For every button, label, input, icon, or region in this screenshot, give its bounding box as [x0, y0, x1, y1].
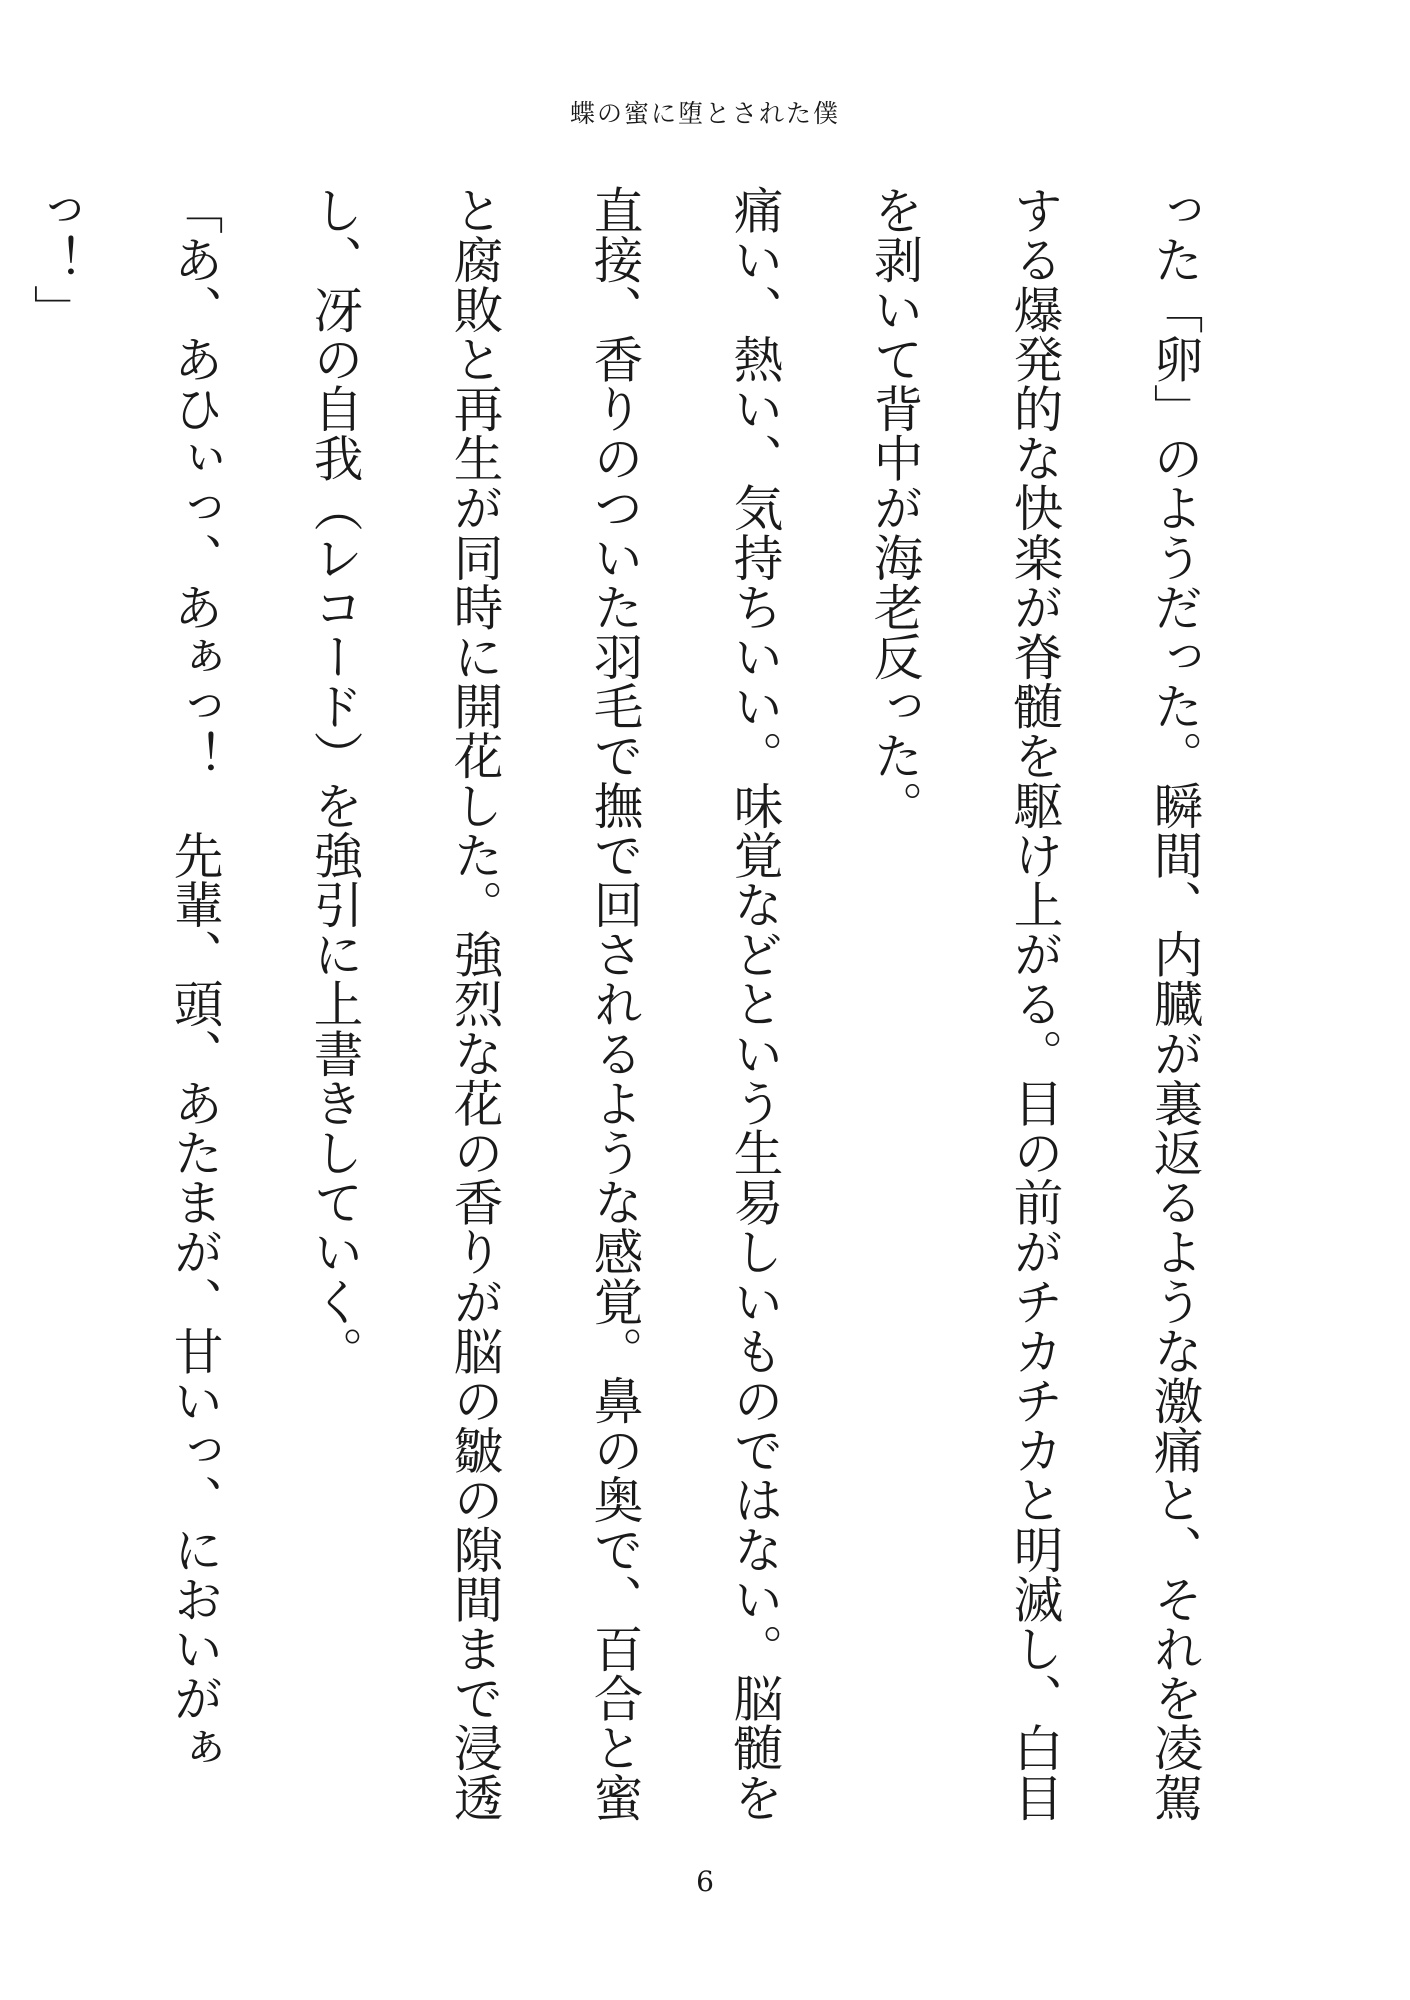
vertical-text-body [26, 185, 1245, 1825]
page-number: 6 [696, 1865, 714, 1898]
running-header-title: 蝶の蜜に堕とされた僕 [569, 99, 840, 128]
paragraph-2: 痛い、熱い、気持ちいい。味覚などという生易しいものではない。脳髄を直接、香りのついた羽毛で撫で回されるような感覚。鼻の奥で、百合と蜜と腐敗と再生が同時に開花した。強烈な花の香りが脳の皺の隙間まで浸透し、冴の自我（レコード）を強引に上書きしていく。 [306, 185, 784, 1822]
paragraph-3-dialogue: 「あ、あひぃっ、あぁっ！ 先輩、頭、あたまが、甘いっ、においがぁっ！」 [26, 185, 224, 1773]
paragraph-1: った「卵」のようだった。瞬間、内臓が裏返るような激痛と、それを凌駕する爆発的な快楽が脊髄を駆け上がる。目の前がチカチカと明滅し、白目を剥いて背中が海老反った。 [866, 185, 1204, 1822]
